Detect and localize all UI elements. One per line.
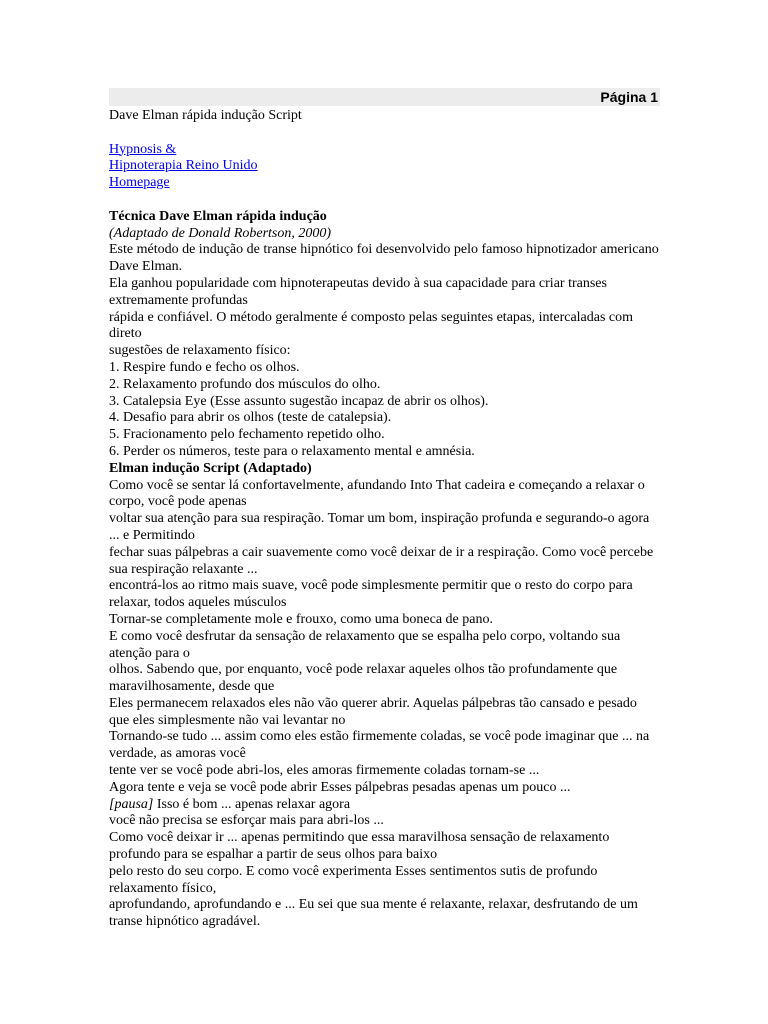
paragraph-line: rápida e confiável. O método geralmente é composto pelas seguintes etapas, intercaladas com direto	[109, 309, 634, 342]
paragraph-line: pelo resto do seu corpo. E como você experimenta Esses sentimentos sutis de profundo relaxamento físico,	[109, 863, 598, 896]
paragraph-line: Este método de indução de transe hipnótico foi desenvolvido pelo famoso hipnotizador americano Dave Elman.	[109, 242, 659, 275]
section-heading-script: Elman indução Script (Adaptado)	[109, 460, 312, 476]
list-item: 5. Fracionamento pelo fechamento repetido olho.	[109, 427, 385, 443]
list-item: 4. Desafio para abrir os olhos (teste de catalepsia).	[109, 410, 392, 426]
pause-label: [pausa]	[109, 796, 154, 812]
pause-text: Isso é bom ... apenas relaxar agora	[153, 796, 351, 812]
link-hypnosis[interactable]: Hypnosis &	[109, 141, 177, 157]
paragraph-line: Agora tente e veja se você pode abrir Esses pálpebras pesadas apenas um pouco ...	[109, 779, 571, 795]
paragraph-line: Tornar-se completamente mole e frouxo, como uma boneca de pano.	[109, 611, 493, 627]
paragraph-line: fechar suas pálpebras a cair suavemente como você deixar de ir a respiração. Como você percebe sua respiração relaxante ...	[109, 544, 654, 577]
list-item: 6. Perder os números, teste para o relaxamento mental e amnésia.	[109, 443, 475, 459]
spacer	[109, 125, 660, 142]
paragraph-line: Eles permanecem relaxados eles não vão querer abrir. Aquelas pálpebras tão cansado e pesado que eles simplesmente não vai levantar no	[109, 695, 637, 728]
paragraph-line: sugestões de relaxamento físico:	[109, 343, 291, 359]
document-body	[109, 108, 660, 931]
paragraph-line: voltar sua atenção para sua respiração. Tomar um bom, inspiração profunda e segurando-o agora ... e Permitindo	[109, 511, 650, 543]
list-item: 3. Catalepsia Eye (Esse assunto sugestão incapaz de abrir os olhos).	[109, 393, 489, 409]
paragraph-line: você não precisa se esforçar mais para abri-los ...	[109, 813, 384, 829]
section-subtitle: (Adaptado de Donald Robertson, 2000)	[109, 225, 332, 241]
paragraph-line: olhos. Sabendo que, por enquanto, você pode relaxar aqueles olhos tão profundamente que maravilhosamente, desde que	[109, 662, 618, 695]
section-heading-technique: Técnica Dave Elman rápida indução	[109, 208, 327, 224]
page-header-bar	[109, 88, 660, 106]
list-item: 1. Respire fundo e fecho os olhos.	[109, 359, 300, 375]
paragraph-line: Ela ganhou popularidade com hipnoterapeutas devido à sua capacidade para criar transes extremamente profundas	[109, 275, 607, 308]
link-group	[109, 142, 660, 192]
paragraph-line: tente ver se você pode abri-los, eles amoras firmemente coladas tornam-se ...	[109, 763, 540, 779]
spacer	[109, 192, 660, 209]
paragraph-line: Tornando-se tudo ... assim como eles estão firmemente coladas, se você pode imaginar que ... na verdade, as amoras você	[109, 729, 650, 762]
link-homepage[interactable]: Homepage	[109, 175, 170, 191]
pause-line	[109, 797, 660, 814]
document-title: Dave Elman rápida indução Script	[109, 108, 302, 123]
paragraph-line: Como você deixar ir ... apenas permitindo que essa maravilhosa sensação de relaxamento profundo para se espalhar a partir de seus olhos para baixo	[109, 830, 610, 863]
link-hipnoterapia-reino-unido[interactable]: Hipnoterapia Reino Unido	[109, 158, 258, 174]
list-item: 2. Relaxamento profundo dos músculos do olho.	[109, 376, 381, 392]
paragraph-line: E como você desfrutar da sensação de relaxamento que se espalha pelo corpo, voltando sua atenção para o	[109, 628, 621, 661]
paragraph-line: Como você se sentar lá confortavelmente, afundando Into That cadeira e começando a relaxar o corpo, você pode apenas	[109, 477, 645, 510]
paragraph-line: aprofundando, aprofundando e ... Eu sei que sua mente é relaxante, relaxar, desfrutando de um transe hipnótico agradável.	[109, 897, 638, 930]
paragraph-line: encontrá-los ao ritmo mais suave, você pode simplesmente permitir que o resto do corpo para relaxar, todos aqueles músculos	[109, 578, 633, 611]
page-number: Página 1	[600, 89, 658, 105]
